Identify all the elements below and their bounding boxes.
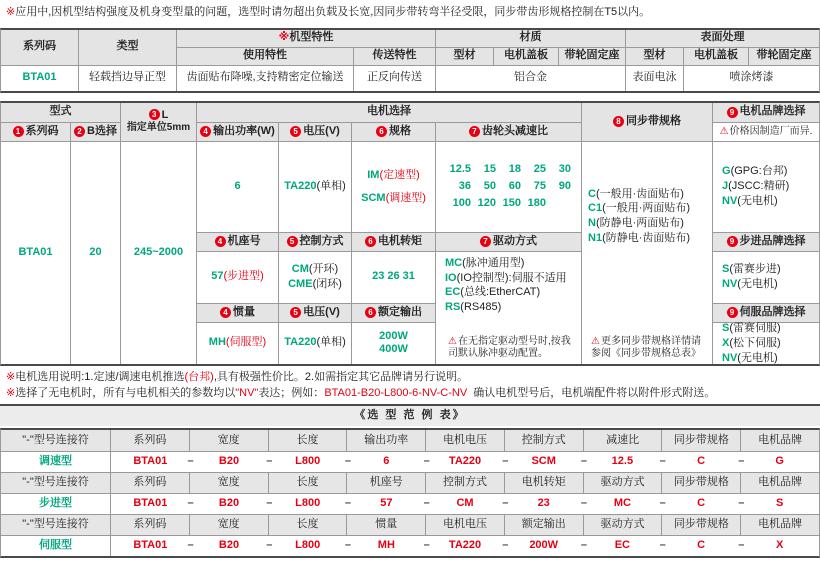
example-cell: 同步带规格 [662,473,741,493]
belt-options [588,187,690,246]
spec-surface-profile-value: 表面电泳 [626,66,683,91]
spec-header-cover2: 电机盖板 [684,48,748,65]
example-cell: 系列码 [111,430,190,451]
example-cell: 减速比 [584,430,663,451]
example-row-label: "-"型号连接符 [1,515,111,535]
length-code: L [161,108,169,121]
option-item: J(JSCC:精研) [722,180,790,193]
example-table [0,428,820,558]
servo-voltage-code: TA220 [284,336,317,349]
voltage-desc: (单相) [316,179,346,192]
badge-4-icon: 4 [215,236,226,247]
selection-notes [6,371,820,401]
spec-summary-table [0,28,820,93]
note2-text-c: 确认电机型号后，电机端配件将以附件形式附送。 [473,386,716,399]
example-row-label: 伺服型 [1,536,111,556]
example-cell: 系列码 [111,473,190,493]
example-data-row [1,451,819,472]
example-cell: 12.5 – [611,455,666,468]
sel-header-rated-output [352,304,435,322]
star-icon: ※ [6,386,16,399]
sel-header-servo-voltage [279,304,351,322]
gear-ratio-row [446,197,571,211]
spec-series-value: BTA01 [1,66,78,91]
example-cell: 输出功率 [347,430,426,451]
example-cell: 57 – [380,497,430,510]
dash-separator: – [423,455,430,468]
example-cell: 驱动方式 [584,515,663,535]
option-item: NV(无电机) [722,278,778,291]
example-cell: L800 – [295,539,352,552]
voltage-header-label: 电压(V) [303,124,340,137]
spec-transfer-value: 正反向传送 [354,66,435,91]
example-cell: L800 – [295,455,352,468]
badge-6-icon: 6 [365,307,376,318]
example-cell: SCM – [531,455,588,468]
dash-separator: – [187,455,194,468]
frame-desc: (步进型) [223,270,264,283]
inertia-code: MH [208,336,226,349]
gear-ratio-value: 50 [483,179,496,192]
spec-header-material-group: 材质 [436,30,625,47]
gear-ratio-value: 100 [452,196,471,209]
gear-ratio-value: 150 [502,196,521,209]
gear-header-label: 齿轮头减速比 [482,124,548,137]
gear-ratio-value: 15 [483,163,496,176]
example-cell: S [776,497,784,510]
drive-note-text: 在无指定驱动型号时,按我司默认脉冲驱动配置。 [448,335,571,359]
note1-text-b: ,具有极强性价比。2.如需指定其它品牌请另行说明。 [213,370,469,383]
line-value: 200W [379,329,408,342]
note2-text-a: 选择了无电机时，所有与电机相关的参数均以 [15,386,236,399]
example-cell: 控制方式 [426,473,505,493]
sel-motor-brands [713,142,819,232]
dash-separator: – [266,497,273,510]
example-cell: 宽度 [190,515,269,535]
example-cell: MC – [613,497,666,510]
dash-separator: – [423,497,430,510]
badge-2-icon: 2 [74,126,85,137]
feature-group-label: 机型特性 [289,31,334,44]
sel-frame-value [197,252,278,303]
drive-header-label: 驱动方式 [493,234,537,247]
spec-surface-paint-value: 喷涂烤漆 [684,66,819,91]
example-cell: 23 – [537,497,588,510]
sel-length-value: 245~2000 [121,142,196,364]
sel-brand-price-note [713,123,819,141]
dash-separator: – [738,497,745,510]
gear-ratio-row [446,180,571,194]
sel-header-belt [582,103,712,141]
spec-material-value: 铝合金 [436,66,625,91]
sel-belt-cell [582,142,712,364]
dash-separator: – [659,539,666,552]
option-item: RS(RS485) [445,301,502,314]
servo-brand-header-label: 伺服品牌选择 [739,305,806,318]
example-cell: X [776,539,784,552]
example-cell: BTA01 – [133,497,194,510]
stepper-brand-header-label: 步进品牌选择 [739,234,806,247]
gear-ratio-value: 90 [558,179,571,192]
example-cell: 系列码 [111,515,190,535]
dash-separator: – [502,539,509,552]
belt-note [588,334,710,363]
servo-voltage-desc: (单相) [316,336,346,349]
note-line-1 [6,371,820,385]
sel-servo-brands [713,323,819,364]
badge-6-icon: 6 [376,126,387,137]
inertia-desc: (伺服型) [225,336,267,349]
sel-inertia-value [197,323,278,364]
b-select-header-label: B选择 [87,124,117,137]
option-item: SCM(调速型) [361,191,426,204]
example-cell: G [775,455,784,468]
dash-separator: – [344,497,352,510]
option-item: N1(防静电·齿面贴布) [588,232,691,245]
example-cell: 机座号 [347,473,426,493]
sel-series-value: BTA01 [1,142,70,364]
dash-separator: – [502,455,509,468]
voltage-code: TA220 [284,179,317,192]
sel-gear-values [436,142,581,232]
sel-header-drive [436,233,581,251]
sel-header-motor-brand [713,103,819,122]
example-cell: C – [697,455,745,468]
example-cell: 电机电压 [426,515,505,535]
example-data-row [1,535,819,556]
gear-ratio-value: 30 [558,163,571,176]
warning-icon: ⚠ [719,125,729,137]
spec-use-value: 齿面贴布降噪,支持精密定位输送 [177,66,353,91]
example-cell: B20 – [218,539,273,552]
badge-9-icon: 9 [727,307,738,318]
drive-note [445,334,579,363]
brand-price-note-text: 价格因制造厂而异. [729,125,813,137]
warning-icon: ⚠ [448,335,457,347]
example-cell: 200W – [529,539,588,552]
spec-header-pulley: 带轮固定座 [559,48,625,65]
example-cell: 长度 [269,473,348,493]
sel-header-control [279,233,351,251]
example-row-label: 调速型 [1,452,111,472]
example-cell: 长度 [269,515,348,535]
badge-9-icon: 9 [727,107,738,118]
example-cell: 宽度 [190,473,269,493]
model-selection-table [0,101,820,366]
spec-header-pulley2: 带轮固定座 [749,48,819,65]
dash-separator: – [580,497,588,510]
option-item: S(雷赛伺服) [722,321,781,334]
option-item: C1(一般用·两面贴布) [588,202,691,215]
dash-separator: – [659,497,666,510]
gear-ratio-value: 180 [527,196,546,209]
dash-separator: – [187,539,194,552]
example-cell: 电机电压 [426,430,505,451]
example-cell: 同步带规格 [662,430,741,451]
sel-voltage-value [279,142,351,232]
dash-separator: – [502,497,509,510]
option-item: CM(开环) [291,263,339,276]
example-cell: C – [697,497,745,510]
sel-header-b-select [71,123,120,141]
example-cell: TA220 – [448,455,509,468]
option-item: G(GPG:台邦) [722,165,788,178]
spec-header-label: 规格 [389,124,411,137]
spec-header-series: 系列码 [1,30,78,65]
example-row-label: 步进型 [1,494,111,514]
example-rows [1,430,819,556]
badge-1-icon: 1 [13,126,24,137]
example-cell: 电机品牌 [758,476,803,489]
dash-separator: – [266,455,273,468]
option-item: NV(无电机) [722,195,778,208]
sel-header-series [1,123,70,141]
badge-5-icon: 5 [290,126,301,137]
sel-b-value: 20 [71,142,120,364]
sel-header-servo-brand [713,304,819,322]
badge-4-icon: 4 [200,126,211,137]
badge-8-icon: 8 [613,116,624,127]
spec-header-surface-group: 表面处理 [626,30,819,47]
option-item: CME(闭环) [288,278,342,291]
example-table-title: 《选 型 范 例 表》 [0,404,820,426]
example-cell: C – [697,539,745,552]
example-cell: 同步带规格 [662,515,741,535]
option-item: EC(总线:EtherCAT) [445,286,541,299]
sel-header-gear [436,123,581,141]
example-cell: 额定输出 [505,515,584,535]
gear-ratio-value: 12.5 [449,163,471,176]
sel-servo-voltage-value [279,323,351,364]
dash-separator: – [266,539,273,552]
spec-header-profile2: 型材 [626,48,683,65]
spec-header-feature-group [177,30,435,47]
example-cell: EC – [614,539,666,552]
gear-ratio-value: 36 [458,179,471,192]
sel-header-torque [352,233,435,251]
spec-header-type: 类型 [79,30,176,65]
top-note-text: 应用中,因机型结构强度及机身变型量的问题，选型时请勿超出负载及长宽,因同步带转弯半径受限，同步带齿形规格控制在T5以内。 [15,6,651,18]
control-header-label: 控制方式 [299,234,344,247]
gear-ratio-value: 75 [533,179,546,192]
sel-header-motor-group: 电机选择 [197,103,581,122]
spec-type-value: 轻载挡边导正型 [79,66,176,91]
example-cell: 电机品牌 [758,433,803,446]
badge-6-icon: 6 [365,236,376,247]
dash-separator: – [580,455,588,468]
sel-power-value: 6 [197,142,278,232]
note2-text-b: 表达；例如： [258,386,325,399]
frame-header-label: 机座号 [227,234,261,247]
example-cell: MH – [377,539,430,552]
gear-ratio-value: 60 [508,179,521,192]
example-cell: L800 – [295,497,352,510]
badge-3-icon: 3 [149,109,160,120]
frame-code: 57 [211,270,224,283]
sel-rated-output-values [352,323,435,364]
warning-icon: ⚠ [591,335,600,347]
option-item: N(防静电·两面贴布) [588,217,684,230]
example-cell: 宽度 [190,430,269,451]
example-cell: BTA01 – [133,539,194,552]
sel-control-options [279,252,351,303]
note1-brand-red: (台邦) [184,370,214,383]
example-cell: 驱动方式 [584,473,663,493]
page-top-note [6,6,816,20]
example-header-row [1,472,819,493]
example-cell: 控制方式 [505,430,584,451]
sel-header-voltage [279,123,351,141]
example-cell: 长度 [269,430,348,451]
badge-7-icon: 7 [469,126,480,137]
star-icon: ※ [6,370,16,383]
dash-separator: – [738,539,745,552]
spec-header-use: 使用特性 [177,48,353,65]
dash-separator: – [738,455,745,468]
sel-spec-options [352,142,435,232]
dash-separator: – [659,455,666,468]
motor-brand-header-label: 电机品牌选择 [739,105,806,118]
length-unit-label: 指定单位5mm [126,122,191,134]
option-item: IM(定速型) [367,168,420,181]
example-data-row [1,493,819,514]
dash-separator: – [344,539,352,552]
note-line-2 [6,387,820,401]
inertia-header-label: 惯量 [233,305,255,318]
belt-note-text: 更多同步带规格详情请参阅《同步带规格总表》 [591,335,701,359]
sel-header-inertia [197,304,278,322]
sel-drive-cell [436,252,581,364]
belt-header-label: 同步带规格 [626,114,681,127]
example-cell: CM – [456,497,509,510]
example-cell: TA220 – [448,539,509,552]
example-header-row [1,514,819,535]
option-item: NV(无电机) [722,351,778,364]
badge-9-icon: 9 [727,236,738,247]
line-value: 400W [379,343,408,356]
option-item: S(雷赛步进) [722,263,781,276]
badge-5-icon: 5 [287,236,298,247]
option-item: MC(脉冲通用型) [445,256,525,269]
example-row-label: "-"型号连接符 [1,473,111,493]
badge-5-icon: 5 [290,307,301,318]
sel-header-model-type: 型式 [1,103,120,122]
example-cell: B20 – [218,455,273,468]
example-cell: B20 – [218,497,273,510]
series-header-label: 系列码 [25,124,59,137]
badge-7-icon: 7 [480,236,491,247]
gear-ratio-value: 120 [477,196,496,209]
spec-header-cover: 电机盖板 [494,48,558,65]
sel-stepper-brands [713,252,819,303]
torque-header-label: 电机转矩 [378,234,422,247]
example-cell: BTA01 – [133,455,194,468]
sel-header-frame [197,233,278,251]
sel-header-stepper-brand [713,233,819,251]
example-cell: 电机品牌 [758,518,803,531]
servo-voltage-header-label: 电压(V) [303,305,340,318]
sel-header-power [197,123,278,141]
example-header-row [1,430,819,451]
badge-4-icon: 4 [220,307,231,318]
example-cell: 电机转矩 [505,473,584,493]
dash-separator: – [344,455,352,468]
example-cell: 惯量 [347,515,426,535]
gear-ratio-value: 18 [508,163,521,176]
power-header-label: 输出功率(W) [213,124,275,137]
spec-header-transfer: 传送特性 [354,48,435,65]
gear-ratio-row [446,163,571,177]
option-item: C(一般用·齿面贴布) [588,187,684,200]
dash-separator: – [423,539,430,552]
note2-example-model: BTA01-B20-L800-6-NV-C-NV [324,386,468,399]
option-item: IO(IO控制型):伺服不适用 [445,271,567,284]
spec-header-profile: 型材 [436,48,493,65]
dash-separator: – [580,539,588,552]
gear-ratio-value: 25 [533,163,546,176]
example-row-label: "-"型号连接符 [1,430,111,451]
option-item: X(松下伺服) [722,336,781,349]
note2-nv-red: "NV" [235,386,259,399]
sel-torque-value: 23 26 31 [352,252,435,303]
rated-output-header-label: 额定输出 [378,305,422,318]
example-cell: 6 – [383,455,430,468]
star-icon: ※ [6,6,16,18]
sel-header-spec [352,123,435,141]
drive-options [445,256,567,315]
sel-header-length [121,103,196,141]
length-label [149,109,169,123]
note1-text-a: 电机选用说明:1.定速/调速电机推选 [15,370,185,383]
dash-separator: – [187,497,194,510]
star-icon: ※ [278,31,290,44]
